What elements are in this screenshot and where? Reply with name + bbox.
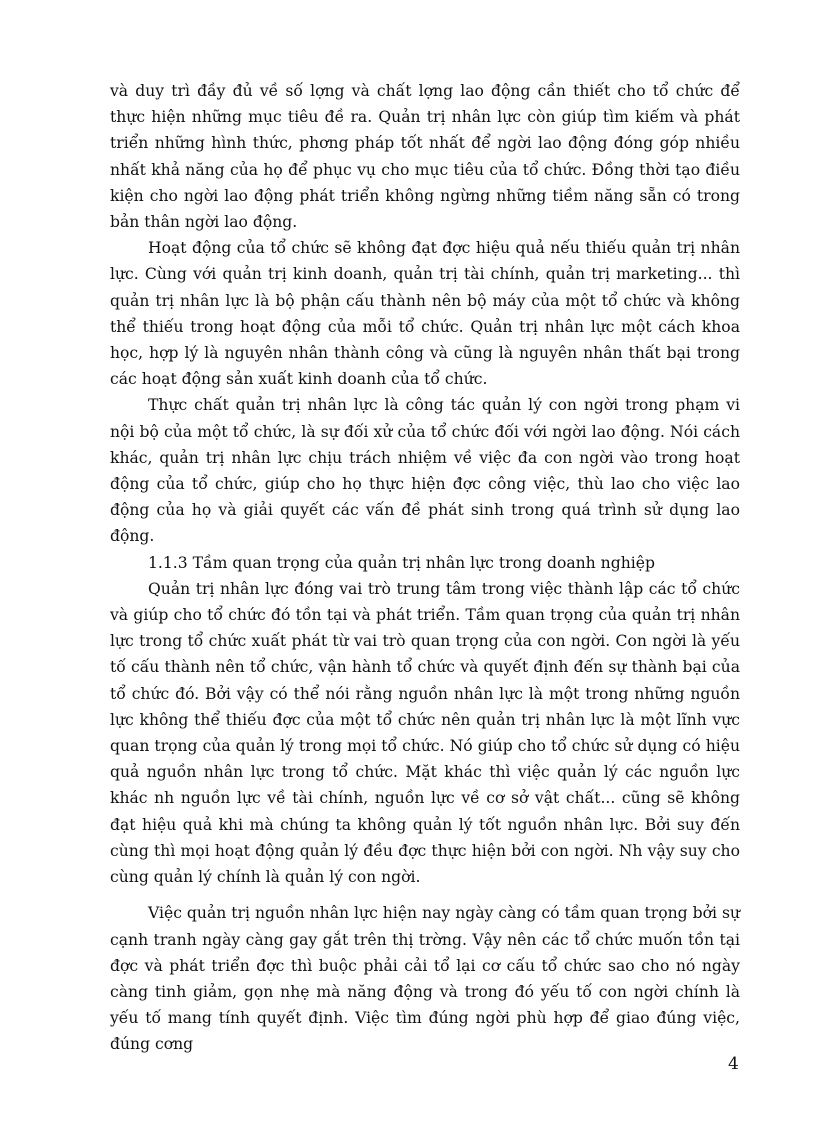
section-heading: 1.1.3 Tầm quan trọng của quản trị nhân lực trong doanh nghiệp [148, 553, 655, 572]
paragraph-hr-role: Hoạt động của tổ chức sẽ không đạt đợc hiệu quả nếu thiếu quản trị nhân lực. Cùng với quản trị kinh doanh, quản trị tài chính, quản trị marketing... thì quản trị nhân lực là bộ phận cấu thành nên bộ máy của một tổ chức và không thể thiếu trong hoạt động của mỗi tổ chức. Quản trị nhân lực một cách khoa học, hợp lý là nguyên nhân thành công và cũng là nguyên nhân thất bại trong các hoạt động sản xuất kinh doanh của tổ chức. [110, 239, 740, 389]
paragraph-hr-competition: Việc quản trị nguồn nhân lực hiện nay ngày càng có tầm quan trọng bởi sự cạnh tranh ngày càng gay gắt trên thị trờng. Vậy nên các tổ chức muốn tồn tại đợc và phát triển đợc thì buộc phải cải tổ lại cơ cấu tổ chức sao cho nó ngày càng tinh giảm, gọn nhẹ mà năng động và trong đó yếu tố con ngời chính là yếu tố mang tính quyết định. Việc tìm đúng ngời phù hợp để giao đúng việc, đúng cơng [110, 904, 740, 1054]
page-body [110, 78, 740, 1058]
page-number: 4 [728, 1054, 739, 1074]
paragraph-continuation: và duy trì đầy đủ về số lợng và chất lợng lao động cần thiết cho tổ chức để thực hiện những mục tiêu đề ra. Quản trị nhân lực còn giúp tìm kiếm và phát triển những hình thức, phơng pháp tốt nhất để ngời lao động đóng góp nhiều nhất khả năng của họ để phục vụ cho mục tiêu của tổ chức. Đồng thời tạo điều kiện cho ngời lao động phát triển không ngừng những tiềm năng sẵn có trong bản thân ngời lao động. [110, 82, 740, 232]
paragraph-hr-importance: Quản trị nhân lực đóng vai trò trung tâm trong việc thành lập các tổ chức và giúp cho tổ chức đó tồn tại và phát triển. Tầm quan trọng của quản trị nhân lực trong tổ chức xuất phát từ vai trò quan trọng của con ngời. Con ngời là yếu tố cấu thành nên tổ chức, vận hành tổ chức và quyết định đến sự thành bại của tổ chức đó. Bởi vậy có thể nói rằng nguồn nhân lực là một trong những nguồn lực không thể thiếu đợc của một tổ chức nên quản trị nhân lực là một lĩnh vực quan trọng của quản lý trong mọi tổ chức. Nó giúp cho tổ chức sử dụng có hiệu quả nguồn nhân lực trong tổ chức. Mặt khác thì việc quản lý các nguồn lực khác nh nguồn lực về tài chính, nguồn lực về cơ sở vật chất... cũng sẽ không đạt hiệu quả khi mà chúng ta không quản lý tốt nguồn nhân lực. Bởi suy đến cùng thì mọi hoạt động quản lý đều đợc thực hiện bởi con ngời. Nh vậy suy cho cùng quản lý chính là quản lý con ngời. [110, 579, 740, 887]
paragraph-hr-essence: Thực chất quản trị nhân lực là công tác quản lý con ngời trong phạm vi nội bộ của một tổ chức, là sự đối xử của tổ chức đối với ngời lao động. Nói cách khác, quản trị nhân lực chịu trách nhiệm về việc đa con ngời vào trong hoạt động của tổ chức, giúp cho họ thực hiện đợc công việc, thù lao cho việc lao động của họ và giải quyết các vấn đề phát sinh trong quá trình sử dụng lao động. [110, 396, 740, 546]
